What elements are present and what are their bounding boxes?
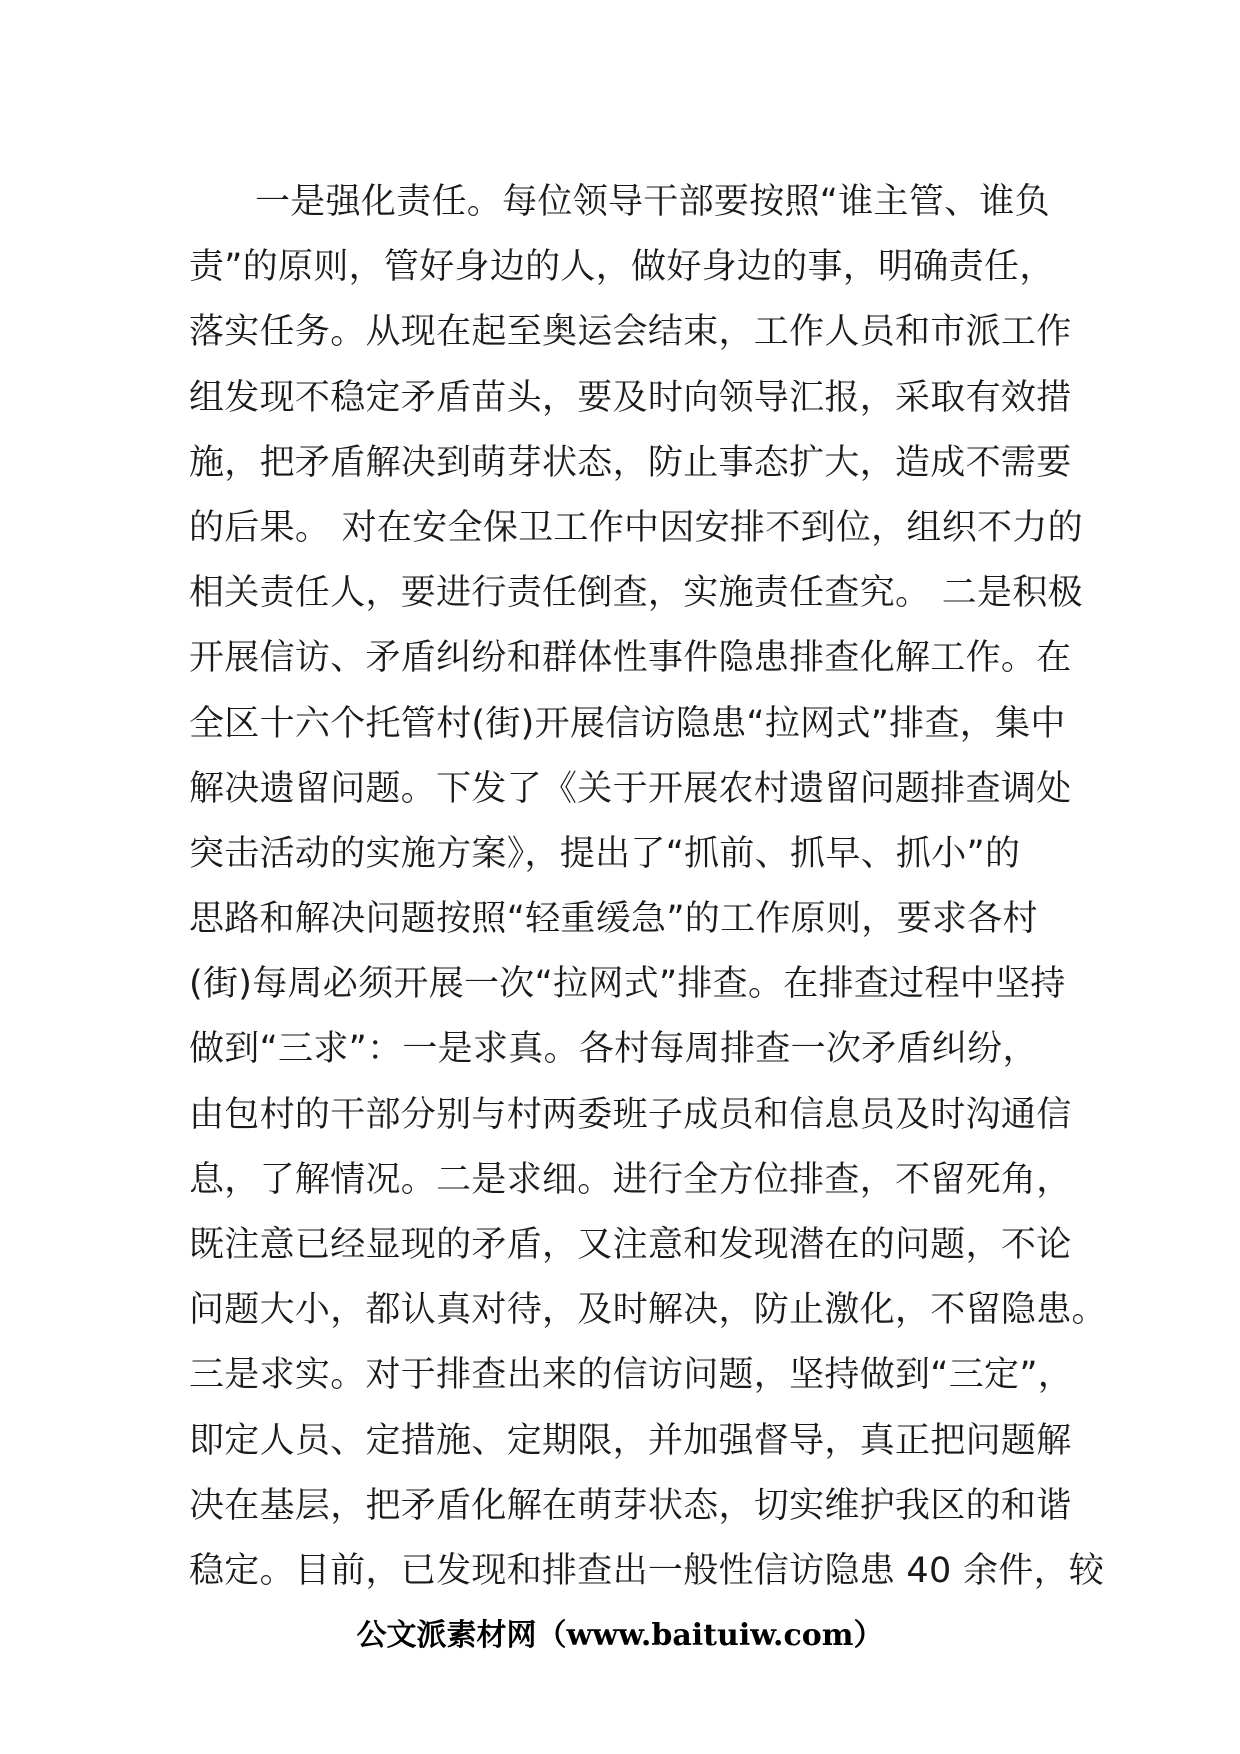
text-line: 突击活动的实施方案》，提出了“抓前、抓早、抓小”的 [189, 833, 1021, 874]
text-line: 责”的原则，管好身边的人，做好身边的事，明确责任， [189, 247, 1055, 288]
text-line: 决在基层，把矛盾化解在萌芽状态，切实维护我区的和谐 [189, 1485, 1072, 1526]
text-line: 做到“三求”：一是求真。各村每周排查一次矛盾纠纷， [189, 1029, 1038, 1070]
text-line: 即定人员、定措施、定期限，并加强督导，真正把问题解 [189, 1420, 1072, 1461]
text-line: 施，把矛盾解决到萌芽状态，防止事态扩大，造成不需要 [189, 442, 1072, 483]
text-line: 落实任务。从现在起至奥运会结束，工作人员和市派工作 [189, 312, 1072, 353]
text-line: (街)每周必须开展一次“拉网式”排查。在排查过程中坚持 [189, 964, 1066, 1005]
text-line: 息，了解情况。二是求细。进行全方位排查，不留死角， [189, 1159, 1072, 1200]
text-line: 问题大小，都认真对待，及时解决，防止激化，不留隐患。 [189, 1290, 1107, 1331]
text-line: 解决遗留问题。下发了《关于开展农村遗留问题排查调处 [189, 768, 1072, 809]
text-line: 的后果。 对在安全保卫工作中因安排不到位，组织不力的 [189, 507, 1083, 548]
text-line: 既注意已经显现的矛盾，又注意和发现潜在的问题，不论 [189, 1225, 1072, 1265]
body-text [189, 170, 1107, 1604]
page-footer: 公文派素材网（www.baituiw.com） [356, 1618, 884, 1653]
text-line: 稳定。目前，已发现和排查出一般性信访隐患 40 余件，较 [189, 1550, 1105, 1591]
text-line: 一是强化责任。每位领导干部要按照“谁主管、谁负 [255, 182, 1051, 222]
text-line: 开展信访、矛盾纠纷和群体性事件隐患排查化解工作。在 [189, 638, 1072, 679]
text-line: 由包村的干部分别与村两委班子成员和信息员及时沟通信 [189, 1094, 1072, 1135]
text-line: 思路和解决问题按照“轻重缓急”的工作原则，要求各村 [189, 899, 1038, 940]
text-line: 三是求实。对于排查出来的信访问题，坚持做到“三定”， [189, 1355, 1074, 1396]
text-line: 相关责任人，要进行责任倒查，实施责任查究。 二是积极 [189, 573, 1083, 614]
text-line: 组发现不稳定矛盾苗头，要及时向领导汇报，采取有效措 [189, 377, 1072, 418]
text-line: 全区十六个托管村(街)开展信访隐患“拉网式”排查，集中 [189, 703, 1066, 744]
